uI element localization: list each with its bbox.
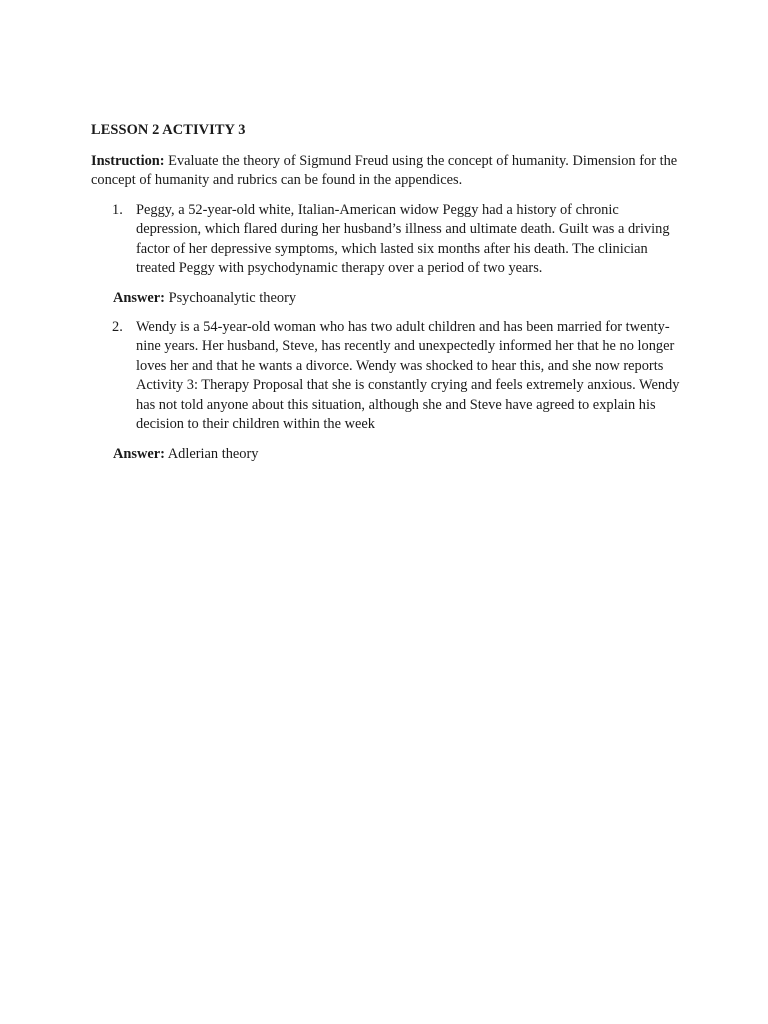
answer-text: Psychoanalytic theory bbox=[164, 290, 297, 306]
instruction-label: Instruction: bbox=[91, 153, 165, 169]
list-item-text: Peggy, a 52-year-old white, Italian-American widow Peggy had a history of chronic depression, which flared during her husband’s illness and ultimate death. Guilt was a driving factor of her depressive symptoms, which lasted six months after his death. The clinician treated Peggy with psychodynamic therapy over a period of two years. bbox=[136, 202, 670, 277]
answer-line bbox=[113, 289, 673, 308]
list-item-number: 1. bbox=[112, 202, 123, 218]
instruction-paragraph bbox=[91, 152, 681, 191]
list-item-number: 2. bbox=[112, 319, 123, 335]
answer-line bbox=[113, 445, 673, 464]
answer-label: Answer: bbox=[113, 446, 165, 462]
list-item-text: Wendy is a 54-year-old woman who has two adult children and has been married for twenty-nine years. Her husband, Steve, has recently and unexpectedly informed her that he no longer loves her and that he wants a divorce. Wendy was shocked to hear this, and she now reports Activity 3: Therapy Proposal that she is constantly crying and feels extremely anxious. Wendy has not told anyone about this situation, although she and Steve have agreed to explain his decision to their children within the week bbox=[136, 319, 680, 433]
answer-text: Adlerian theory bbox=[164, 446, 259, 462]
answer-label: Answer: bbox=[113, 290, 165, 306]
list-item bbox=[112, 318, 682, 434]
page-title: LESSON 2 ACTIVITY 3 bbox=[91, 122, 246, 138]
instruction-text: Evaluate the theory of Sigmund Freud using the concept of humanity. Dimension for the concept of humanity and rubrics can be found in the appendices. bbox=[91, 153, 678, 189]
list-item bbox=[112, 201, 682, 279]
